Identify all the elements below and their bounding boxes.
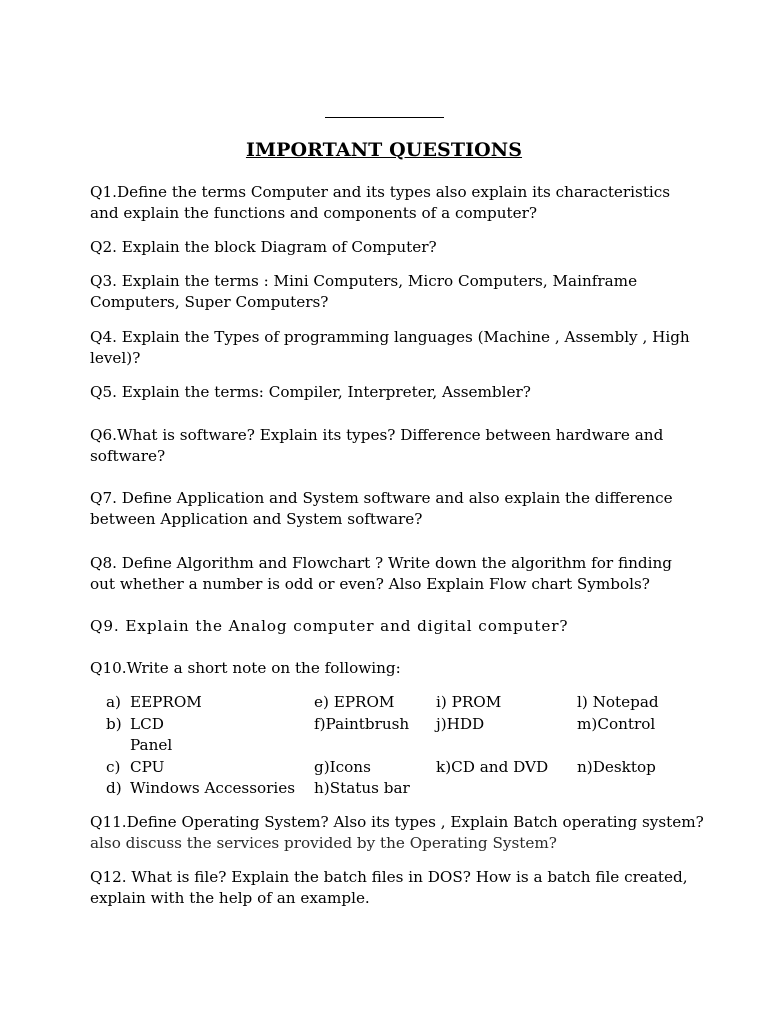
question-12 <box>90 867 690 909</box>
list-item-text: CPU <box>130 758 165 776</box>
question-5 <box>90 382 690 403</box>
list-item: h)Status bar <box>314 779 410 797</box>
list-item-continuation: Panel <box>130 736 173 754</box>
list-marker: b) <box>106 715 122 733</box>
list-marker: c) <box>106 758 121 776</box>
list-item-text: Windows Accessories <box>130 779 296 797</box>
question-line: Q12. What is file? Explain the batch files in DOS? How is a batch file created, <box>90 868 688 886</box>
list-item-text: LCD <box>130 715 164 733</box>
question-line: software? <box>90 447 166 465</box>
list-marker: d) <box>106 779 122 797</box>
list-item: e) EPROM <box>314 693 395 711</box>
question-line: also discuss the services provided by the Operating System? <box>90 834 557 852</box>
question-line: Q3. Explain the terms : Mini Computers, Micro Computers, Mainframe <box>90 272 638 290</box>
question-line: out whether a number is odd or even? Also Explain Flow chart Symbols? <box>90 575 650 593</box>
list-item: f)Paintbrush <box>314 715 410 733</box>
question-line: explain with the help of an example. <box>90 889 370 907</box>
question-line: Q5. Explain the terms: Compiler, Interpreter, Assembler? <box>90 383 531 401</box>
question-2 <box>90 237 690 258</box>
list-item: n)Desktop <box>577 758 656 776</box>
list-item: g)Icons <box>314 758 371 776</box>
question-line: Q2. Explain the block Diagram of Computer? <box>90 238 437 256</box>
question-line: Q10.Write a short note on the following: <box>90 659 401 677</box>
question-line: level)? <box>90 349 141 367</box>
question-4 <box>90 327 690 369</box>
list-item: j)HDD <box>436 715 485 733</box>
question-line: Q11.Define Operating System? Also its types , Explain Batch operating system? <box>90 813 704 831</box>
list-marker: a) <box>106 693 121 711</box>
question-line: Q4. Explain the Types of programming languages (Machine , Assembly , High <box>90 328 690 346</box>
list-item: l) Notepad <box>577 693 659 711</box>
question-line: Computers, Super Computers? <box>90 293 329 311</box>
question-6 <box>90 425 690 467</box>
question-line: Q7. Define Application and System software and also explain the difference <box>90 489 673 507</box>
question-11 <box>90 812 704 854</box>
page-title: IMPORTANT QUESTIONS <box>245 139 523 161</box>
question-7 <box>90 488 690 530</box>
question-3 <box>90 271 690 313</box>
question-line: and explain the functions and components of a computer? <box>90 204 538 222</box>
question-9 <box>90 616 690 637</box>
question-10 <box>90 658 690 679</box>
question-line: Q9. Explain the Analog computer and digital computer? <box>90 617 569 635</box>
header-rule <box>325 117 444 118</box>
list-item-text: EEPROM <box>130 693 202 711</box>
question-line: Q1.Define the terms Computer and its types also explain its characteristics <box>90 183 671 201</box>
question-1 <box>90 182 690 224</box>
list-item: i) PROM <box>436 693 502 711</box>
question-line: Q6.What is software? Explain its types? Difference between hardware and <box>90 426 664 444</box>
question-line: between Application and System software? <box>90 510 423 528</box>
list-item: k)CD and DVD <box>436 758 549 776</box>
question-line: Q8. Define Algorithm and Flowchart ? Write down the algorithm for finding <box>90 554 673 572</box>
list-item: m)Control <box>577 715 656 733</box>
question-8 <box>90 553 690 595</box>
